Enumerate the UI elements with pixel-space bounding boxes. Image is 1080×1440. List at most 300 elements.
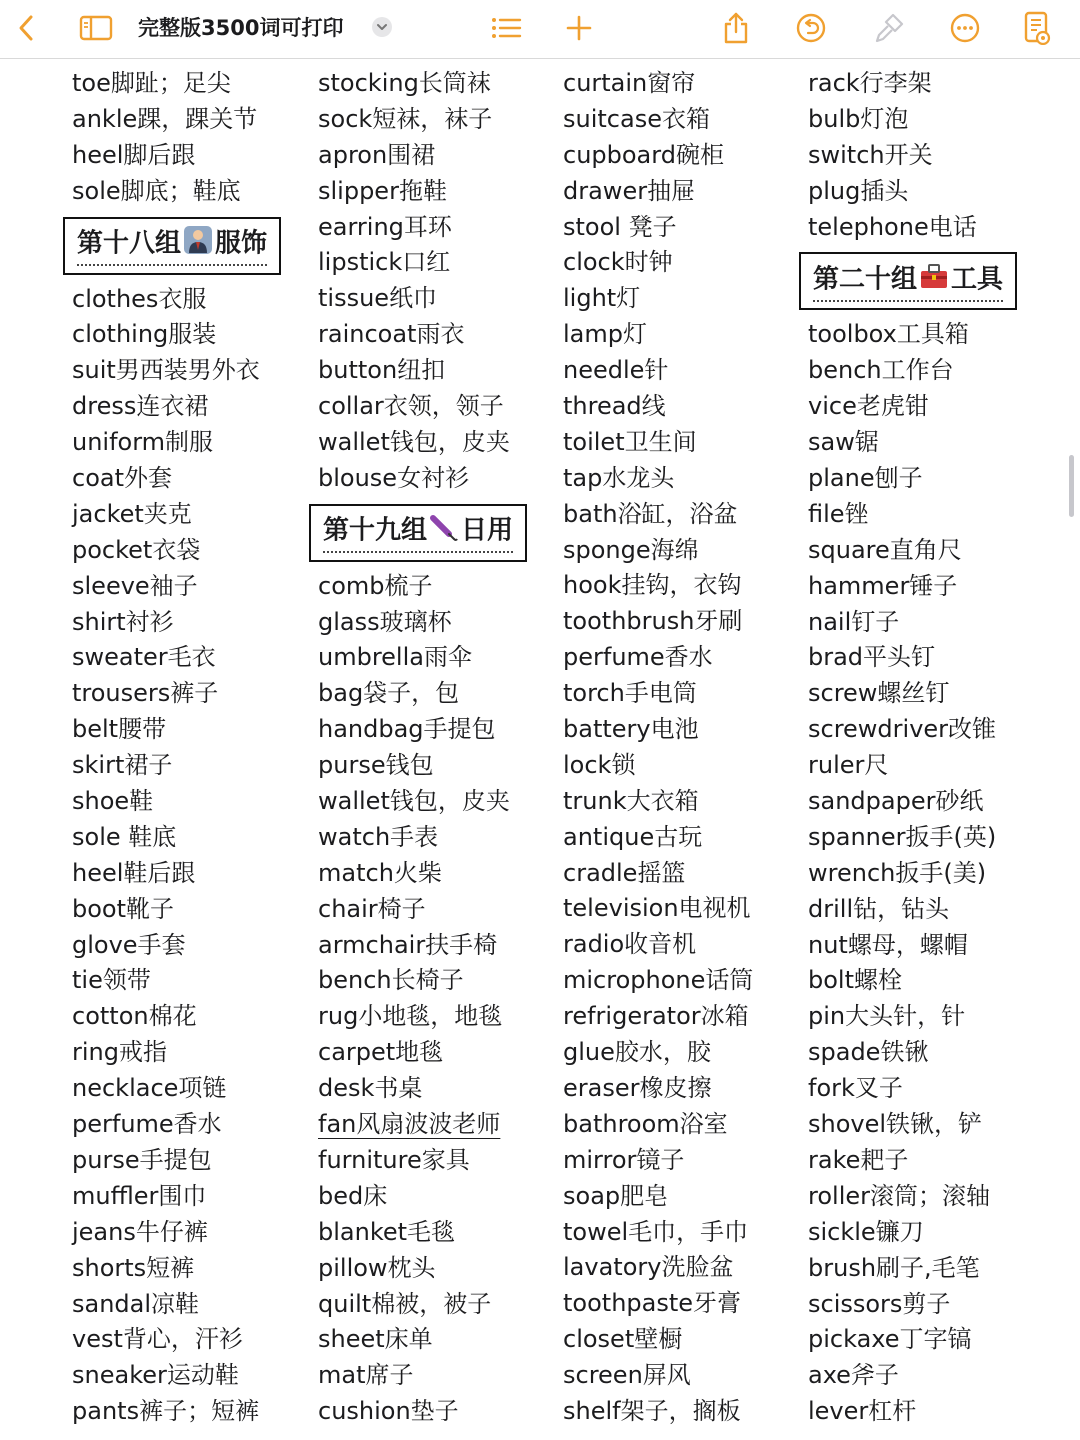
document-title[interactable]: 完整版3500词可打印 [138, 16, 344, 40]
word-entry-text: bag袋子，包 [318, 679, 460, 708]
word-entry-text: shelf架子，搁板 [563, 1396, 741, 1425]
word-entry [72, 605, 312, 641]
word-entry [72, 963, 312, 999]
word-entry [808, 174, 1048, 210]
word-entry [72, 282, 312, 318]
word-entry-text: spanner扳手(英) [808, 822, 997, 851]
top-toolbar [0, 0, 1080, 59]
word-entry-text: file锉 [808, 499, 869, 528]
word-entry-text: vest背心，汗衫 [72, 1325, 243, 1354]
word-entry [563, 353, 803, 389]
word-entry-text: skirt裙子 [72, 751, 173, 780]
word-entry [808, 1394, 1048, 1430]
document-body[interactable] [0, 60, 1080, 1440]
word-entry-text: cushion垫子 [318, 1397, 459, 1426]
word-entry-text: sole脚底；鞋底 [72, 176, 241, 205]
word-entry [318, 1394, 558, 1430]
word-entry [808, 1143, 1048, 1179]
word-entry-text: button纽扣 [318, 356, 446, 385]
word-entry-text: fan风扇波波老师 [318, 1110, 501, 1139]
word-entry [318, 281, 558, 317]
word-entry [808, 820, 1048, 856]
word-entry-text: curtain窗帘 [563, 69, 696, 97]
suit-person-icon [183, 225, 213, 263]
word-entry [72, 748, 312, 784]
word-entry [563, 820, 803, 856]
word-entry [808, 425, 1048, 461]
word-entry-text: battery电池 [563, 715, 699, 744]
word-entry [72, 1107, 312, 1143]
word-entry [318, 389, 558, 425]
share-icon[interactable] [720, 10, 752, 46]
word-entry [318, 1179, 558, 1215]
word-entry-text: bed床 [318, 1181, 388, 1210]
word-entry [563, 317, 803, 353]
word-entry [318, 210, 558, 246]
word-entry-text: telephone电话 [808, 212, 977, 241]
word-entry [563, 1071, 803, 1107]
word-entry [563, 1250, 803, 1286]
word-entry [72, 461, 312, 497]
word-entry [72, 389, 312, 425]
word-entry-text: toothpaste牙膏 [563, 1289, 742, 1318]
word-entry [563, 927, 803, 963]
word-entry-text: necklace项链 [72, 1074, 227, 1103]
word-entry-text: sneaker运动鞋 [72, 1361, 239, 1390]
word-entry-text: muffler围巾 [72, 1181, 207, 1210]
group-heading-text [813, 261, 1003, 302]
document-icon[interactable] [1022, 10, 1052, 46]
word-entry-text: mirror镜子 [563, 1145, 685, 1174]
word-entry [72, 1251, 312, 1287]
word-entry [563, 281, 803, 317]
word-entry-text: rake耙子 [808, 1145, 909, 1174]
word-entry-text: coat外套 [72, 464, 172, 493]
word-entry [563, 1394, 803, 1430]
word-entry-text: trousers裤子 [72, 679, 219, 708]
word-entry [318, 1143, 558, 1179]
undo-icon[interactable] [794, 10, 828, 46]
word-entry [808, 1107, 1048, 1143]
word-entry [72, 569, 312, 605]
word-entry-text: screwdriver改锥 [808, 715, 997, 744]
word-entry [72, 856, 312, 892]
word-entry [563, 1179, 803, 1215]
word-entry-text: sickle镰刀 [808, 1217, 924, 1246]
word-entry [72, 640, 312, 676]
word-entry [563, 568, 803, 604]
word-column-2 [318, 66, 558, 1430]
word-entry [318, 1071, 558, 1107]
word-entry [563, 1107, 803, 1143]
word-entry-text: suit男西装男外衣 [72, 356, 260, 385]
word-entry [563, 963, 803, 999]
word-entry-text: radio收音机 [563, 930, 697, 959]
word-entry [72, 138, 312, 174]
word-entry-text: stocking长筒袜 [318, 69, 491, 97]
word-entry-text: collar衣领，领子 [318, 392, 504, 421]
word-entry-text: comb梳子 [318, 571, 433, 600]
word-entry-text: uniform制服 [72, 428, 214, 457]
word-entry-text: boot靴子 [72, 894, 175, 923]
word-entry-text: blanket毛毯 [318, 1217, 456, 1246]
word-column-1 [72, 66, 312, 1430]
word-entry [808, 389, 1048, 425]
word-entry [563, 891, 803, 927]
word-entry-text: watch手表 [318, 822, 439, 851]
word-entry-text: bathroom浴室 [563, 1109, 728, 1138]
word-entry [808, 1251, 1048, 1287]
word-entry [808, 892, 1048, 928]
word-entry [563, 210, 803, 246]
word-entry-text: toolbox工具箱 [808, 320, 969, 349]
word-entry-text: lock锁 [563, 750, 636, 779]
word-entry [563, 102, 803, 138]
word-entry-text: lamp灯 [563, 320, 647, 349]
word-entry [318, 317, 558, 353]
word-entry [563, 604, 803, 640]
word-entry [563, 748, 803, 784]
word-entry-text: wallet钱包，皮夹 [318, 787, 510, 816]
word-entry [563, 1286, 803, 1322]
word-entry [318, 856, 558, 892]
word-entry-text: perfume香水 [72, 1110, 222, 1139]
word-entry [808, 1035, 1048, 1071]
word-entry-text: sandpaper砂纸 [808, 787, 984, 816]
word-entry-text: needle针 [563, 356, 669, 385]
group-heading-label: 服饰 [215, 228, 268, 259]
word-entry-text: chair椅子 [318, 894, 426, 923]
word-entry [563, 66, 803, 102]
group-heading-label: 工具 [951, 264, 1004, 295]
word-entry-text: plane刨子 [808, 464, 923, 493]
group-heading-text [77, 225, 267, 266]
word-entry-text: handbag手提包 [318, 715, 496, 744]
word-entry [808, 1215, 1048, 1251]
word-entry-text: belt腰带 [72, 715, 167, 744]
word-column-4 [808, 66, 1048, 1430]
word-entry [808, 1179, 1048, 1215]
word-entry-text: dress连衣裙 [72, 392, 209, 421]
word-entry [808, 712, 1048, 748]
word-entry-text: microphone话筒 [563, 966, 754, 995]
word-entry-text: bath浴缸，浴盆 [563, 499, 738, 528]
word-entry-text: rack行李架 [808, 69, 932, 97]
word-entry [563, 497, 803, 533]
word-entry-text: sandal凉鞋 [72, 1289, 200, 1318]
word-entry [563, 999, 803, 1035]
word-entry-text: screen屏风 [563, 1361, 691, 1390]
word-entry [72, 676, 312, 712]
word-entry [563, 461, 803, 497]
word-entry [563, 389, 803, 425]
more-icon[interactable] [948, 10, 982, 46]
word-entry-text: wallet钱包，皮夹 [318, 427, 510, 456]
word-entry [563, 712, 803, 748]
chevron-down-icon[interactable] [372, 17, 392, 37]
word-entry-text: umbrella雨伞 [318, 643, 472, 672]
word-entry [72, 784, 312, 820]
word-entry-text: fork叉子 [808, 1074, 903, 1103]
word-entry [563, 245, 803, 281]
word-entry [318, 102, 558, 138]
word-entry-text: match火柴 [318, 858, 442, 887]
word-entry [808, 963, 1048, 999]
word-entry [72, 425, 312, 461]
word-entry-text: perfume香水 [563, 643, 713, 672]
word-entry [318, 569, 558, 605]
word-entry [72, 174, 312, 210]
word-entry [72, 1287, 312, 1323]
word-entry-text: pin大头针，针 [808, 1002, 966, 1031]
word-entry [318, 1322, 558, 1358]
word-entry [72, 928, 312, 964]
word-entry [808, 533, 1048, 569]
toolbox-icon [919, 261, 949, 299]
plus-icon[interactable] [563, 10, 595, 46]
word-entry-text: purse钱包 [318, 751, 434, 780]
word-entry-text: trunk大衣箱 [563, 786, 699, 815]
word-entry-text: ring戒指 [72, 1038, 167, 1067]
word-entry-text: sleeve袖子 [72, 571, 198, 600]
word-entry-text: suitcase衣箱 [563, 104, 710, 133]
word-entry [563, 1215, 803, 1251]
word-entry-text: toe脚趾；足尖 [72, 69, 231, 97]
word-entry-text: television电视机 [563, 894, 751, 923]
word-entry-text: shoe鞋 [72, 787, 154, 816]
group-heading [799, 252, 1017, 310]
word-entry-text: bolt螺栓 [808, 966, 902, 995]
word-entry [72, 1071, 312, 1107]
word-entry [563, 1322, 803, 1358]
word-entry-text: heel鞋后跟 [72, 858, 196, 887]
word-entry [318, 353, 558, 389]
word-entry [318, 425, 558, 461]
word-column-3 [563, 66, 803, 1430]
word-entry-text: screw螺丝钉 [808, 679, 950, 708]
word-entry [72, 102, 312, 138]
word-entry [72, 712, 312, 748]
word-entry-text: cotton棉花 [72, 1002, 197, 1031]
word-entry-text: clock时钟 [563, 248, 673, 277]
word-entry-text: apron围裙 [318, 140, 436, 169]
group-heading-number: 第十九组 [323, 515, 428, 546]
word-entry-text: ruler尺 [808, 751, 889, 780]
word-entry [72, 1179, 312, 1215]
word-entry-text: lipstick口红 [318, 248, 451, 277]
word-entry [808, 856, 1048, 892]
word-entry-text: drawer抽屉 [563, 176, 696, 205]
sidebar-icon[interactable] [78, 10, 114, 46]
word-entry [72, 317, 312, 353]
word-entry [318, 963, 558, 999]
umbrella-icon [429, 512, 459, 550]
group-heading-row [808, 245, 1048, 317]
word-entry-text: hook挂钩，衣钩 [563, 571, 742, 600]
scrollbar[interactable] [1069, 455, 1074, 517]
word-entry-text: nail钉子 [808, 607, 900, 636]
word-entry-text: soap肥皂 [563, 1181, 669, 1210]
word-entry [318, 820, 558, 856]
word-entry [808, 353, 1048, 389]
group-heading [63, 217, 281, 275]
group-heading-row [318, 497, 558, 569]
word-entry [72, 353, 312, 389]
word-entry [563, 1358, 803, 1394]
word-entry-text: raincoat雨衣 [318, 320, 465, 349]
word-entry-text: earring耳环 [318, 212, 452, 241]
word-entry [808, 461, 1048, 497]
back-chevron-icon[interactable] [12, 10, 40, 46]
word-entry-text: axe斧子 [808, 1361, 899, 1390]
word-entry-text: brush刷子,毛笔 [808, 1253, 980, 1282]
word-entry-text: carpet地毯 [318, 1038, 444, 1067]
word-entry [563, 1143, 803, 1179]
group-heading-number: 第十八组 [77, 228, 182, 259]
word-entry-text: lavatory洗脸盆 [563, 1253, 734, 1282]
word-entry-text: ankle踝，踝关节 [72, 104, 258, 133]
word-entry-text: lever杠杆 [808, 1397, 917, 1426]
word-entry [318, 1107, 558, 1143]
word-entry-text: tissue纸巾 [318, 284, 438, 313]
word-entry-text: wrench扳手(美) [808, 858, 987, 887]
word-entry-text: spade铁锹 [808, 1038, 929, 1067]
word-entry-text: hammer锤子 [808, 571, 958, 600]
word-entry [72, 999, 312, 1035]
word-entry [563, 856, 803, 892]
word-entry-text: jacket夹克 [72, 499, 192, 528]
word-entry [318, 138, 558, 174]
word-entry-text: eraser橡皮擦 [563, 1073, 712, 1102]
word-entry [808, 748, 1048, 784]
word-entry-text: bench长椅子 [318, 966, 464, 995]
word-entry-text: tie领带 [72, 966, 151, 995]
word-entry [72, 1322, 312, 1358]
word-entry-text: drill钻，钻头 [808, 894, 950, 923]
word-entry [72, 1035, 312, 1071]
word-entry [318, 712, 558, 748]
word-entry-text: purse手提包 [72, 1145, 212, 1174]
word-entry [318, 748, 558, 784]
word-entry [72, 820, 312, 856]
word-entry [318, 1358, 558, 1394]
word-entry [808, 138, 1048, 174]
word-entry-text: blouse女衬衫 [318, 463, 470, 492]
group-heading-text [323, 512, 513, 553]
word-entry [563, 640, 803, 676]
word-entry-text: sheet床单 [318, 1325, 433, 1354]
word-entry [318, 461, 558, 497]
word-entry [318, 174, 558, 210]
word-entry [318, 1215, 558, 1251]
list-icon[interactable] [488, 10, 524, 46]
word-entry-text: towel毛巾，手巾 [563, 1217, 749, 1246]
word-entry-text: pocket衣袋 [72, 535, 201, 564]
word-entry [318, 892, 558, 928]
word-entry [563, 676, 803, 712]
word-entry-text: bench工作台 [808, 356, 954, 385]
word-entry-text: antique古玩 [563, 822, 703, 851]
word-entry [318, 640, 558, 676]
word-entry [72, 497, 312, 533]
word-entry-text: tap水龙头 [563, 463, 675, 492]
word-entry-text: glue胶水，胶 [563, 1038, 711, 1067]
word-entry-text: scissors剪子 [808, 1289, 951, 1318]
word-entry [808, 497, 1048, 533]
word-entry [808, 928, 1048, 964]
word-entry [808, 317, 1048, 353]
word-entry-text: sock短袜，袜子 [318, 104, 493, 133]
word-entry-text: heel脚后跟 [72, 140, 196, 169]
word-entry-text: bulb灯泡 [808, 104, 909, 133]
word-entry [563, 1035, 803, 1071]
word-entry-text: glove手套 [72, 930, 186, 959]
word-entry [808, 1358, 1048, 1394]
word-entry-text: pillow枕头 [318, 1253, 436, 1282]
word-entry [808, 640, 1048, 676]
word-entry-text: clothing服装 [72, 320, 217, 349]
group-heading-number: 第二十组 [813, 264, 918, 295]
word-entry-text: pickaxe丁字镐 [808, 1325, 972, 1354]
group-heading-row [72, 210, 312, 282]
word-entry [318, 1251, 558, 1287]
word-entry-text: vice老虎钳 [808, 392, 929, 421]
word-entry [808, 676, 1048, 712]
word-entry-text: stool 凳子 [563, 212, 677, 241]
word-entry-text: closet壁橱 [563, 1325, 683, 1354]
word-entry [318, 1287, 558, 1323]
word-entry [808, 569, 1048, 605]
word-entry-text: shorts短裤 [72, 1253, 195, 1282]
word-entry-text: shirt衬衫 [72, 607, 174, 636]
word-entry [808, 66, 1048, 102]
word-entry [808, 102, 1048, 138]
brush-icon[interactable] [872, 10, 906, 46]
word-entry-text: shovel铁锹，铲 [808, 1110, 983, 1139]
word-entry [72, 1215, 312, 1251]
word-entry-text: saw锯 [808, 428, 879, 457]
word-entry-text: desk书桌 [318, 1074, 423, 1103]
word-entry-text: sponge海绵 [563, 535, 699, 564]
word-entry [318, 1035, 558, 1071]
word-entry [318, 245, 558, 281]
word-entry [808, 1322, 1048, 1358]
word-entry-text: mat席子 [318, 1361, 414, 1390]
word-entry [563, 138, 803, 174]
word-entry [808, 1071, 1048, 1107]
word-entry-text: jeans牛仔裤 [72, 1217, 208, 1246]
word-entry-text: toilet卫生间 [563, 427, 697, 456]
word-entry-text: refrigerator冰箱 [563, 1002, 749, 1031]
word-entry [318, 999, 558, 1035]
word-entry-text: glass玻璃杯 [318, 607, 452, 636]
word-entry [808, 605, 1048, 641]
word-entry-text: brad平头钉 [808, 643, 936, 672]
word-entry-text: cupboard碗柜 [563, 140, 724, 169]
word-entry-text: armchair扶手椅 [318, 930, 498, 959]
word-entry [318, 66, 558, 102]
word-entry [808, 784, 1048, 820]
word-entry [563, 533, 803, 569]
word-entry [72, 892, 312, 928]
word-entry-text: toothbrush牙刷 [563, 607, 743, 636]
word-entry [563, 425, 803, 461]
group-heading-label: 日用 [461, 515, 514, 546]
word-entry-text: pants裤子；短裤 [72, 1397, 260, 1426]
word-entry [318, 676, 558, 712]
word-entry [72, 1394, 312, 1430]
word-entry-text: sweater毛衣 [72, 643, 216, 672]
